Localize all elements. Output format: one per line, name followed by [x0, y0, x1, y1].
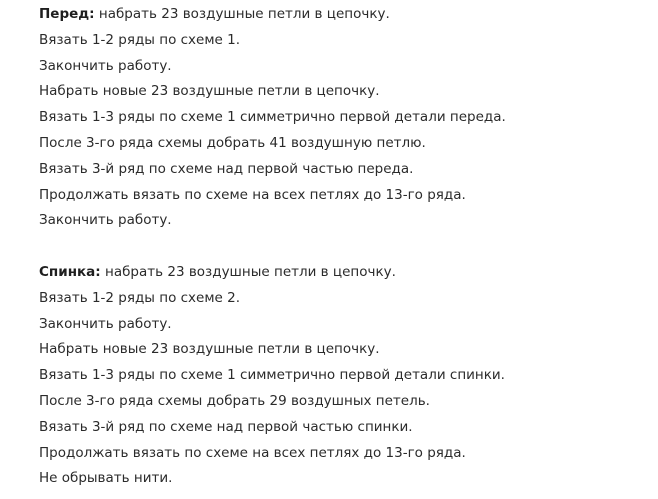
instruction-line: После 3-го ряда схемы добрать 29 воздушных петель.: [39, 392, 430, 409]
instruction-line: Закончить работу.: [39, 57, 172, 74]
instruction-line: Вязать 3-й ряд по схеме над первой частью спинки.: [39, 418, 413, 435]
section-back: [39, 260, 654, 492]
section-front: [39, 2, 654, 234]
section-front-first-line: [39, 2, 654, 28]
section-front-heading: Перед:: [39, 6, 95, 22]
section-front-first-text: набрать 23 воздушные петли в цепочку.: [94, 6, 390, 22]
instruction-line: Набрать новые 23 воздушные петли в цепочку.: [39, 341, 380, 358]
instruction-line: Продолжать вязать по схеме на всех петлях до 13-го ряда.: [39, 444, 466, 461]
instruction-line: После 3-го ряда схемы добрать 41 воздушную петлю.: [39, 134, 426, 151]
document-body: [39, 2, 654, 492]
section-back-first-line: [39, 260, 654, 286]
instruction-line: Не обрывать нити.: [39, 470, 173, 487]
section-back-first-text: набрать 23 воздушные петли в цепочку.: [100, 263, 396, 280]
section-spacer: [39, 234, 654, 260]
instruction-line: Вязать 1-3 ряды по схеме 1 симметрично первой детали переда.: [39, 109, 506, 126]
section-back-heading: Спинка:: [39, 263, 101, 280]
instruction-line: Продолжать вязать по схеме на всех петлях до 13-го ряда.: [39, 186, 466, 203]
instruction-line: Вязать 1-2 ряды по схеме 2.: [39, 289, 241, 306]
instruction-line: Вязать 3-й ряд по схеме над первой частью переда.: [39, 160, 414, 177]
instruction-line: Вязать 1-2 ряды по схеме 1.: [39, 31, 241, 48]
instruction-line: Закончить работу.: [39, 212, 172, 229]
instruction-line: Набрать новые 23 воздушные петли в цепочку.: [39, 83, 380, 100]
instruction-line: Вязать 1-3 ряды по схеме 1 симметрично первой детали спинки.: [39, 367, 505, 384]
instruction-line: Закончить работу.: [39, 315, 172, 332]
